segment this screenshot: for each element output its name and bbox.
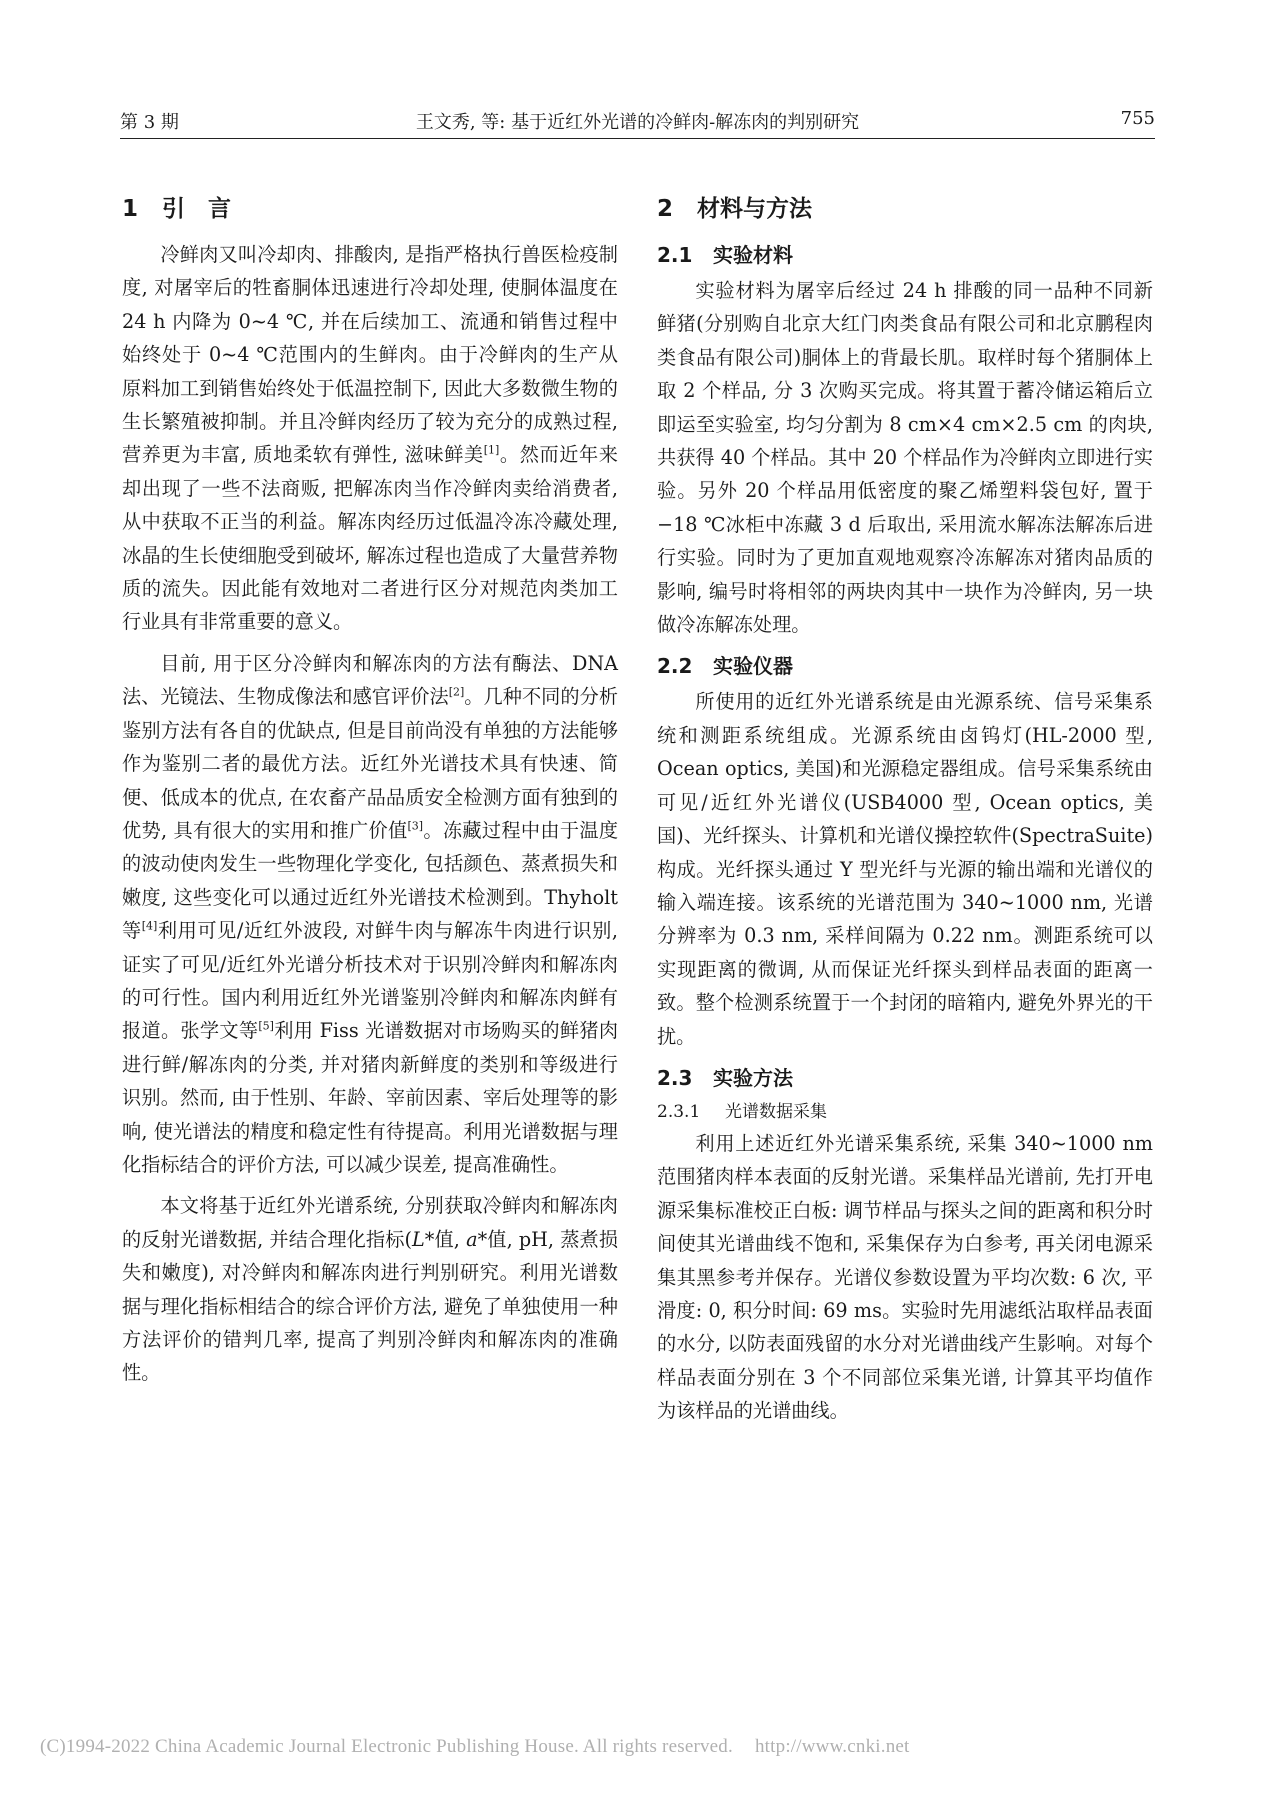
section-2-heading	[657, 192, 1153, 226]
page-number: 755	[1120, 108, 1155, 129]
italic-symbol: L	[412, 1227, 425, 1251]
section-number: 1	[122, 196, 139, 222]
paragraph-text: *值,	[424, 1227, 467, 1251]
citation-ref[interactable]: [4]	[141, 919, 158, 933]
instruments-paragraph: 所使用的近红外光谱系统是由光源系统、信号采集系统和测距系统组成。光源系统由卤钨灯(HL-2000 型, Ocean optics, 美国)和光源稳定器组成。信号采集系统由可见/近红外光谱仪(USB4000 型, Ocean optics, 美国)、光纤探头、计算机和光谱仪操控软件(SpectraSuite)构成。光纤探头通过 Y 型光纤与光源的输出端和光谱仪的输入端连接。该系统的光谱范围为 340~1000 nm, 光谱分辨率为 0.3 nm, 采样间隔为 0.22 nm。测距系统可以实现距离的微调, 从而保证光纤探头到样品表面的距离一致。整个检测系统置于一个封闭的暗箱内, 避免外界光的干扰。	[657, 690, 1153, 1048]
materials-paragraph: 实验材料为屠宰后经过 24 h 排酸的同一品种不同新鲜猪(分别购自北京大红门肉类食品有限公司和北京鹏程肉类食品有限公司)胴体上的背最长肌。取样时每个猪胴体上取 2 个样品, 分 3 次购买完成。将其置于蓄冷储运箱后立即运至实验室, 均匀分割为 8 cm×4 cm×2.5 cm 的肉块, 共获得 40 个样品。其中 20 个样品作为冷鲜肉立即进行实验。另外 20 个样品用低密度的聚乙烯塑料袋包好, 置于−18 ℃冰柜中冻藏 3 d 后取出, 采用流水解冻法解冻后进行实验。同时为了更加直观地观察冷冻解冻对猪肉品质的影响, 编号时将相邻的两块肉其中一块作为冷鲜肉, 另一块做冷冻解冻处理。	[657, 279, 1153, 637]
running-title: 王文秀, 等: 基于近红外光谱的冷鲜肉-解冻肉的判别研究	[415, 112, 860, 133]
paragraph-text: 利用可见/近红外波段, 对鲜牛肉与解冻牛肉进行识别, 证实了可见/近红外光谱分析技术对于识别冷鲜肉和解冻肉的可行性。国内利用近红外光谱鉴别冷鲜肉和解冻肉鲜有报道。张学文等	[122, 919, 619, 1043]
paragraph-text: 本文将基于近红外光谱系统, 分别获取冷鲜肉和解冻肉的反射光谱数据, 并结合理化指标(	[122, 1194, 618, 1251]
paragraph-text: 。冻藏过程中由于温度的波动使肉发生一些物理化学变化, 包括颜色、蒸煮损失和嫩度, 这些变化可以通过近红外光谱技术检测到。Thyholt 等	[122, 818, 619, 943]
spectra-acquisition-paragraph: 利用上述近红外光谱采集系统, 采集 340~1000 nm 范围猪肉样本表面的反射光谱。采集样品光谱前, 先打开电源采集标准校正白板: 调节样品与探头之间的距离和积分时间使其光谱曲线不饱和, 采集保存为白参考, 再关闭电源采集其黑参考并保存。光谱仪参数设置为平均次数: 6 次, 平滑度: 0, 积分时间: 69 ms。实验时先用滤纸沾取样品表面的水分, 以防表面残留的水分对光谱曲线产生影响。对每个样品表面分别在 3 个不同部位采集光谱, 计算其平均值作为该样品的光谱曲线。	[657, 1131, 1153, 1423]
paragraph-text: 。然而近年来却出现了一些不法商贩, 把解冻肉当作冷鲜肉卖给消费者, 从中获取不正当的利益。解冻肉经历过低温冷冻冷藏处理, 冰晶的生长使细胞受到破坏, 解冻过程也造成了大量营养物质的流失。因此能有效地对二者进行区分对规范肉类加工行业具有非常重要的意义。	[122, 443, 618, 634]
section-title: 材料与方法	[697, 196, 812, 222]
paragraph-text: *值, pH, 蒸煮损失和嫩度), 对冷鲜肉和解冻肉进行判别研究。利用光谱数据与理化指标相结合的综合评价方法, 避免了单独使用一种方法评价的错判几率, 提高了判别冷鲜肉和解冻肉的准确性。	[122, 1227, 619, 1385]
subsection-number: 2.3	[657, 1065, 693, 1090]
subsection-title: 实验仪器	[713, 654, 793, 679]
left-column	[122, 192, 618, 1398]
section-number: 2	[657, 196, 674, 222]
footer-url-link[interactable]: http://www.cnki.net	[754, 1736, 910, 1757]
subsection-number: 2.2	[657, 654, 693, 679]
intro-paragraph-1	[122, 238, 618, 639]
right-column	[657, 192, 1153, 1436]
paragraph-text: 目前, 用于区分冷鲜肉和解冻肉的方法有酶法、DNA 法、光镜法、生物成像法和感官评价法	[122, 651, 618, 709]
copyright-footer	[40, 1736, 910, 1758]
subsubsection-title: 光谱数据采集	[725, 1101, 827, 1122]
citation-ref[interactable]: [5]	[258, 1019, 274, 1033]
citation-ref[interactable]: [1]	[483, 444, 500, 458]
section-title: 引 言	[162, 196, 231, 222]
section-1-heading	[122, 192, 618, 226]
subsubsection-number: 2.3.1	[657, 1101, 701, 1122]
italic-symbol: a	[466, 1227, 478, 1251]
running-header	[120, 104, 1155, 139]
intro-paragraph-3	[122, 1189, 618, 1389]
intro-paragraph-2	[122, 647, 618, 1182]
paragraph-text: 。几种不同的分析鉴别方法有各自的优缺点, 但是目前尚没有单独的方法能够作为鉴别二者的最优方法。近红外光谱技术具有快速、简便、低成本的优点, 在农畜产品品质安全检测方面有独到的优势, 具有很大的实用和推广价值	[122, 685, 619, 842]
citation-ref[interactable]: [2]	[448, 685, 465, 699]
issue-label: 第 3 期	[120, 112, 179, 133]
subsection-2-3-heading	[657, 1061, 1153, 1095]
paragraph-text: 冷鲜肉又叫冷却肉、排酸肉, 是指严格执行兽医检疫制度, 对屠宰后的牲畜胴体迅速进行冷却处理, 使胴体温度在 24 h 内降为 0~4 ℃, 并在后续加工、流通和销售过程中始终处于 0~4 ℃范围内的生鲜肉。由于冷鲜肉的生产从原料加工到销售始终处于低温控制下, 因此大多数微生物的生长繁殖被抑制。并且冷鲜肉经历了较为充分的成熟过程, 营养更为丰富, 质地柔软有弹性, 滋味鲜美	[122, 243, 618, 467]
subsection-title: 实验方法	[713, 1065, 793, 1090]
subsection-title: 实验材料	[713, 243, 793, 267]
paragraph-text: 利用 Fiss 光谱数据对市场购买的鲜猪肉进行鲜/解冻肉的分类, 并对猪肉新鲜度的类别和等级进行识别。然而, 由于性别、年龄、宰前因素、宰后处理等的影响, 使光谱法的精度和稳定性有待提高。利用光谱数据与理化指标结合的评价方法, 可以减少误差, 提高准确性。	[122, 1019, 619, 1176]
subsection-2-1-heading	[657, 238, 1153, 272]
subsection-2-3-1-heading	[657, 1097, 1153, 1127]
subsection-2-2-heading	[657, 649, 1153, 683]
citation-ref[interactable]: [3]	[407, 819, 424, 833]
copyright-text: (C)1994-2022 China Academic Journal Electronic Publishing House. All rights reserved.	[40, 1736, 733, 1757]
subsection-number: 2.1	[657, 243, 693, 267]
